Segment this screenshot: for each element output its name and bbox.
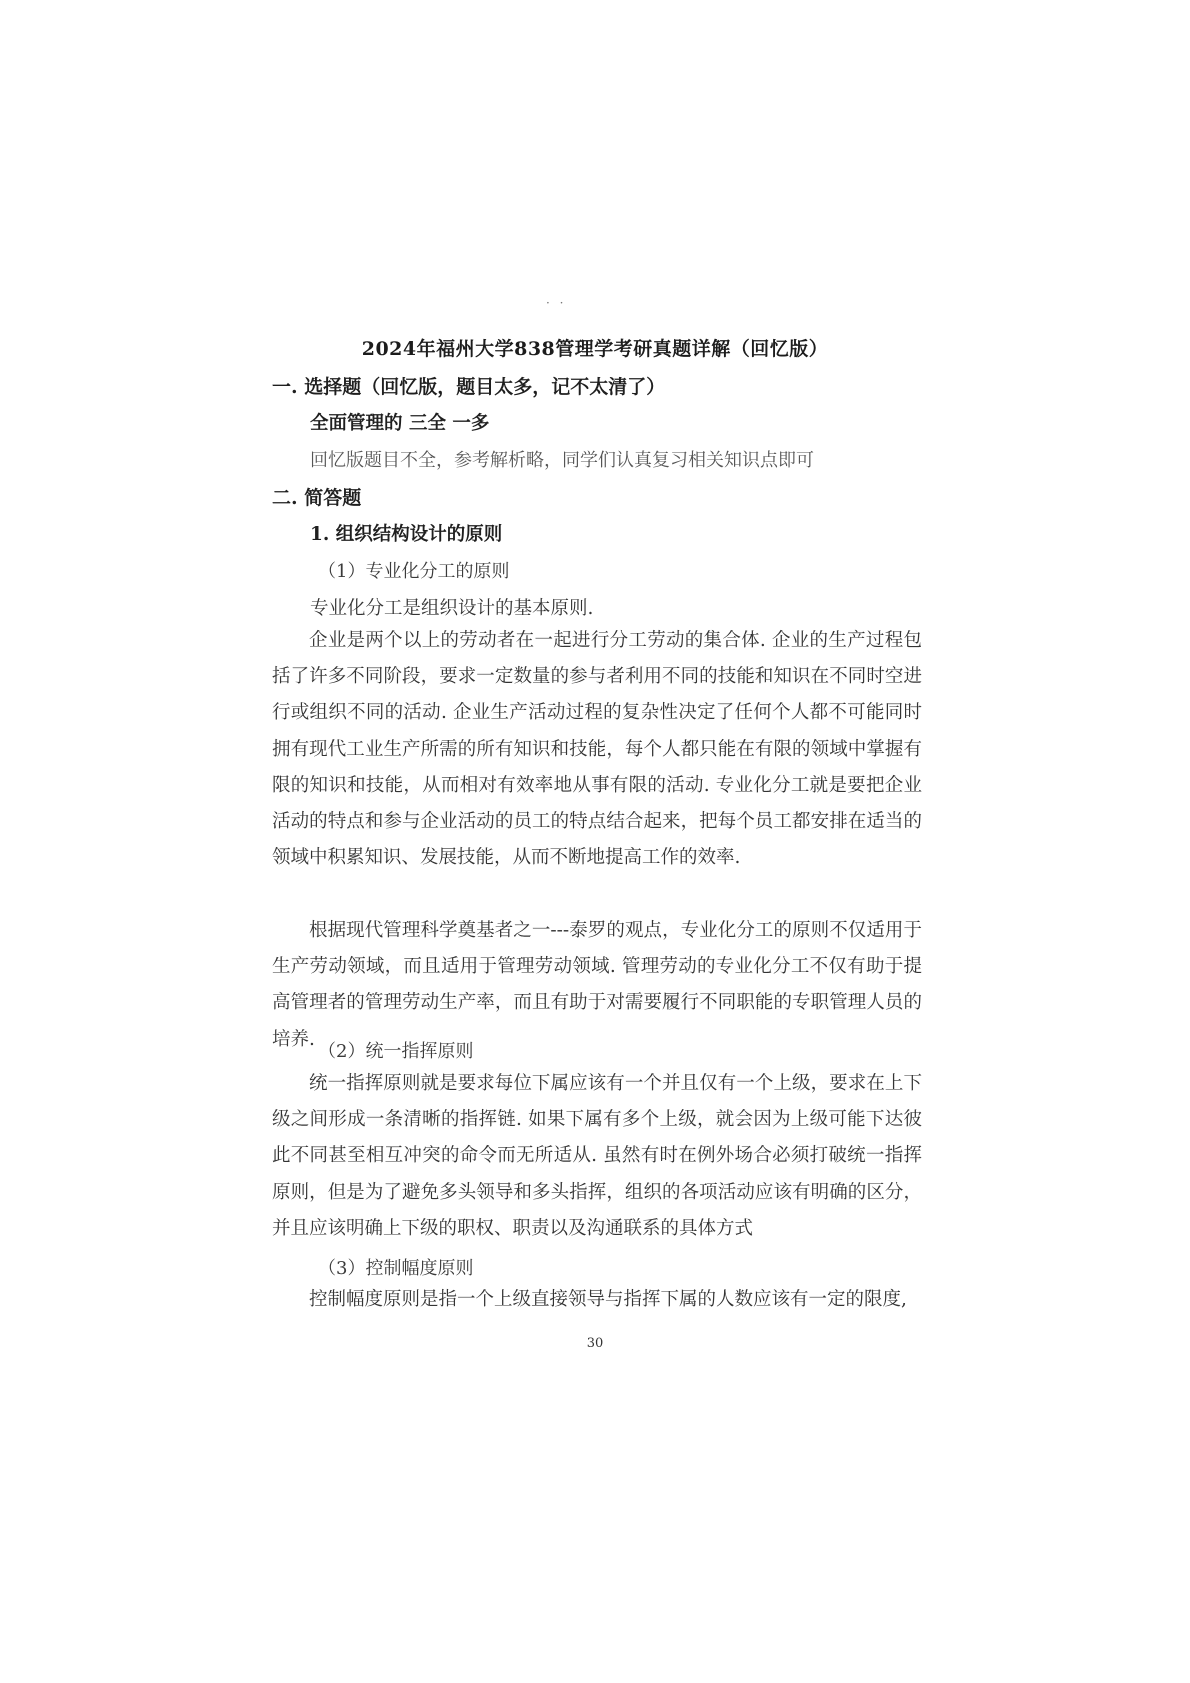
principle-3-title: （3）控制幅度原则 [318, 1258, 474, 1279]
question-title: 1. 组织结构设计的原则 [310, 524, 503, 545]
section-heading-short-answer: 二. 简答题 [272, 487, 362, 509]
choice-note: 回忆版题目不全，参考解析略，同学们认真复习相关知识点即可 [310, 450, 814, 471]
section-heading-choice: 一. 选择题（回忆版，题目太多，记不太清了） [272, 376, 666, 398]
principle-3-paragraph: 控制幅度原则是指一个上级直接领导与指挥下属的人数应该有一定的限度, [309, 1289, 907, 1310]
page-number: 30 [586, 1336, 604, 1351]
principle-1-paragraph-2: 根据现代管理科学奠基者之一---泰罗的观点，专业化分工的原则不仅适用于生产劳动领域，而且适用于管理劳动领域. 管理劳动的专业化分工不仅有助于提高管理者的管理劳动生产率，而且有助于对需要履行不同职能的专职管理人员的培养. [272, 920, 922, 1050]
principle-1-summary: 专业化分工是组织设计的基本原则. [310, 598, 594, 619]
principle-2-title: （2）统一指挥原则 [318, 1041, 474, 1062]
scan-speck: · · [546, 296, 567, 310]
principle-2-paragraph: 统一指挥原则就是要求每位下属应该有一个并且仅有一个上级，要求在上下级之间形成一条清晰的指挥链. 如果下属有多个上级，就会因为上级可能下达彼此不同甚至相互冲突的命令而无所适从. 虽然有时在例外场合必须打破统一指挥原则，但是为了避免多头领导和多头指挥，组织的各项活动应该有明确的区分，并且应该明确上下级的职权、职责以及沟通联系的具体方式 [272, 1073, 922, 1239]
principle-1-paragraph-1: 企业是两个以上的劳动者在一起进行分工劳动的集合体. 企业的生产过程包括了许多不同阶段，要求一定数量的参与者利用不同的技能和知识在不同时空进行或组织不同的活动. 企业生产活动过程的复杂性决定了任何个人都不可能同时拥有现代工业生产所需的所有知识和技能，每个人都只能在有限的领域中掌握有限的知识和技能，从而相对有效率地从事有限的活动. 专业化分工就是要把企业活动的特点和参与企业活动的员工的特点结合起来，把每个员工都安排在适当的领域中积累知识、发展技能，从而不断地提高工作的效率. [272, 630, 922, 869]
choice-item: 全面管理的 三全 一多 [310, 413, 490, 434]
principle-1-title: （1）专业化分工的原则 [318, 561, 510, 582]
document-title: 2024年福州大学838管理学考研真题详解（回忆版） [361, 338, 829, 360]
